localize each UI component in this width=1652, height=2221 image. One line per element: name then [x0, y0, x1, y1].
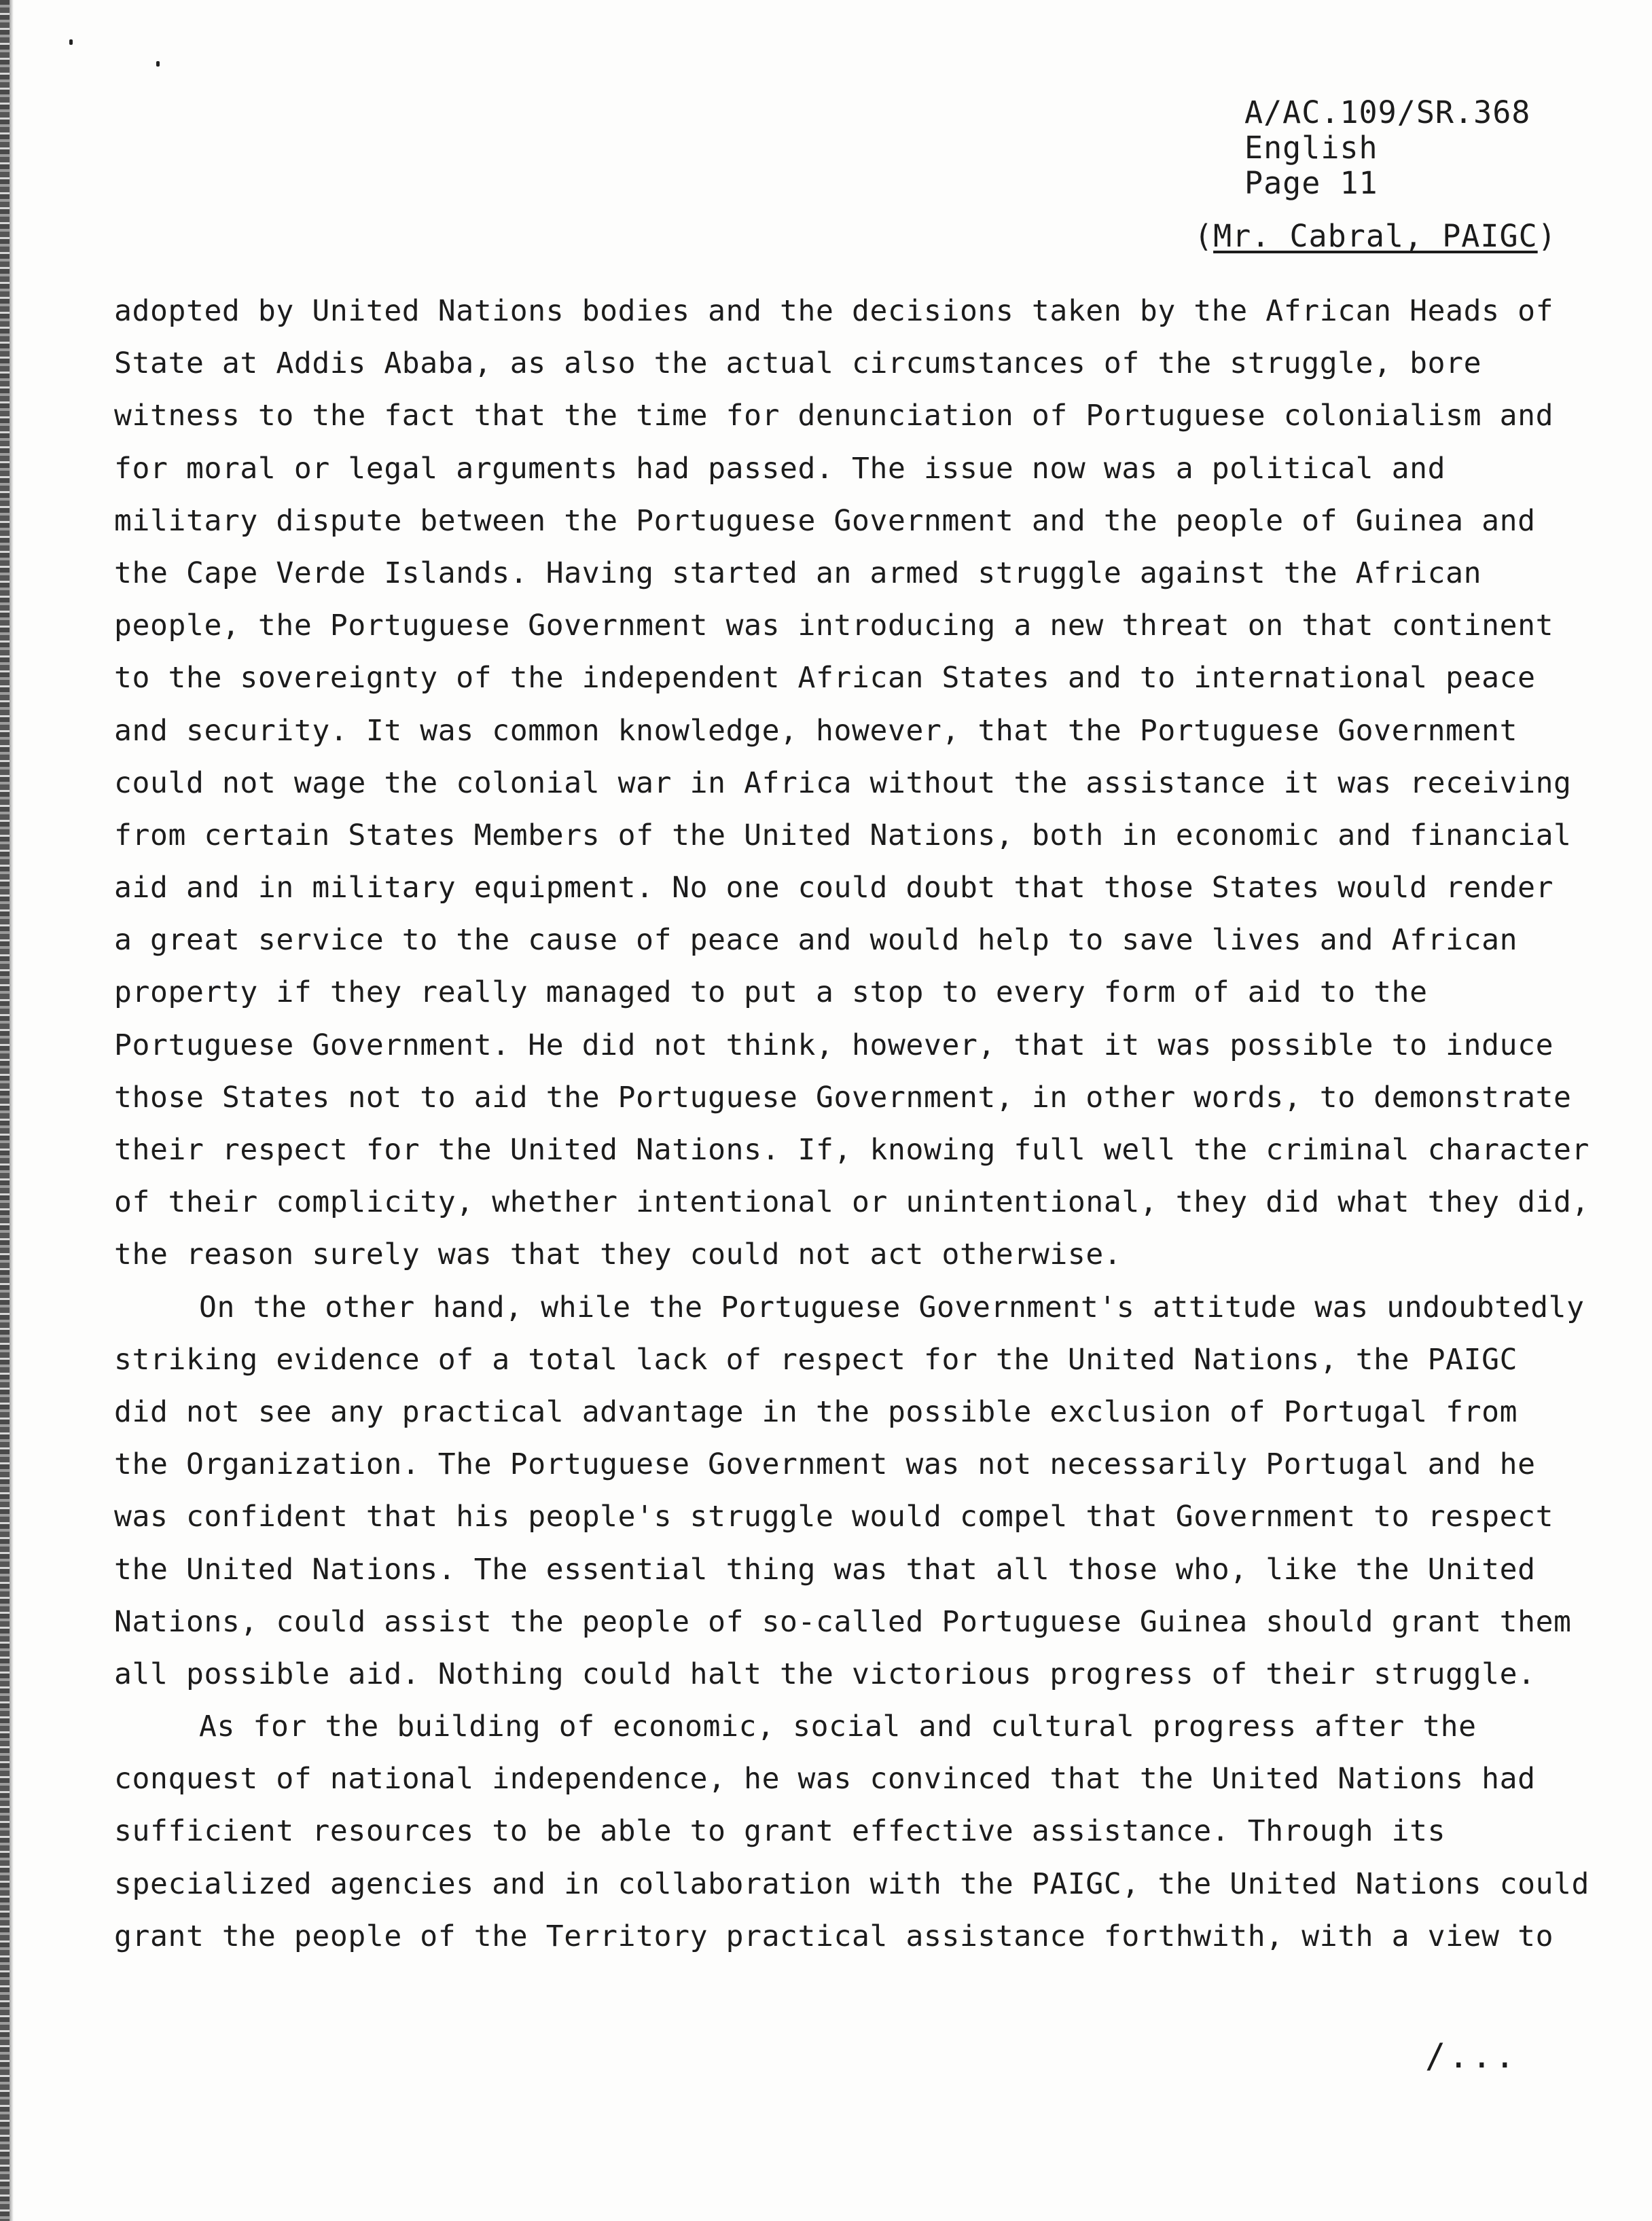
- text-line: property if they really managed to put a stop to every form of aid to the: [114, 975, 1428, 1010]
- page-number: Page 11: [1244, 165, 1378, 201]
- paragraph-start-line: As for the building of economic, social and cultural progress after the: [199, 1710, 1477, 1744]
- text-line: those States not to aid the Portuguese Government, in other words, to demonstrate: [114, 1080, 1572, 1115]
- text-line: did not see any practical advantage in the possible exclusion of Portugal from: [114, 1394, 1518, 1429]
- document-header: [1244, 95, 1530, 201]
- text-line: adopted by United Nations bodies and the decisions taken by the African Heads of: [114, 294, 1554, 328]
- scan-speck: [69, 39, 73, 45]
- body-text: [114, 285, 1590, 1963]
- text-line: military dispute between the Portuguese Government and the people of Guinea and: [114, 503, 1536, 538]
- text-line: a great service to the cause of peace and would help to save lives and African: [114, 923, 1518, 958]
- text-line: Nations, could assist the people of so-called Portuguese Guinea should grant them: [114, 1604, 1572, 1639]
- text-line: was confident that his people's struggle would compel that Government to respect: [114, 1500, 1554, 1534]
- text-line: the Organization. The Portuguese Government was not necessarily Portugal and he: [114, 1447, 1536, 1482]
- speaker-attribution: [1194, 219, 1557, 254]
- text-line: to the sovereignty of the independent African States and to international peace: [114, 661, 1536, 696]
- text-line: the United Nations. The essential thing was that all those who, like the United: [114, 1552, 1536, 1587]
- speaker-close-paren: ): [1537, 218, 1557, 254]
- text-line: the Cape Verde Islands. Having started an armed struggle against the African: [114, 556, 1482, 590]
- scan-speck: [156, 61, 160, 67]
- paragraph-start-line: On the other hand, while the Portuguese Government's attitude was undoubtedly: [199, 1290, 1585, 1324]
- text-line: people, the Portuguese Government was introducing a new threat on that continent: [114, 609, 1554, 643]
- speaker-open-paren: (: [1194, 218, 1214, 254]
- text-line: could not wage the colonial war in Africa without the assistance it was receiving: [114, 765, 1572, 800]
- text-line: Portuguese Government. He did not think, however, that it was possible to induce: [114, 1028, 1554, 1062]
- text-line: from certain States Members of the United Nations, both in economic and financial: [114, 818, 1572, 852]
- text-line: specialized agencies and in collaboration with the PAIGC, the United Nations could: [114, 1866, 1590, 1901]
- text-line: aid and in military equipment. No one could doubt that those States would render: [114, 871, 1554, 905]
- continuation-mark: /...: [1425, 2036, 1518, 2076]
- text-line: witness to the fact that the time for denunciation of Portuguese colonialism and: [114, 399, 1554, 433]
- text-line: sufficient resources to be able to grant effective assistance. Through its: [114, 1814, 1446, 1849]
- text-line: of their complicity, whether intentional or unintentional, they did what they did,: [114, 1185, 1590, 1220]
- text-line: their respect for the United Nations. If, knowing full well the criminal character: [114, 1133, 1590, 1167]
- text-line: and security. It was common knowledge, however, that the Portuguese Government: [114, 713, 1518, 748]
- text-line: the reason surely was that they could not act otherwise.: [114, 1238, 1122, 1272]
- text-line: all possible aid. Nothing could halt the victorious progress of their struggle.: [114, 1657, 1536, 1691]
- text-line: conquest of national independence, he was convinced that the United Nations had: [114, 1762, 1536, 1796]
- text-line: striking evidence of a total lack of respect for the United Nations, the PAIGC: [114, 1342, 1518, 1377]
- document-symbol: A/AC.109/SR.368: [1244, 94, 1531, 130]
- scan-edge-shadow: [0, 0, 10, 2221]
- speaker-name: Mr. Cabral, PAIGC: [1213, 218, 1538, 254]
- scan-edge-gradient: [10, 0, 14, 2221]
- text-line: grant the people of the Territory practical assistance forthwith, with a view to: [114, 1919, 1554, 1953]
- document-language: English: [1244, 130, 1378, 166]
- text-line: for moral or legal arguments had passed. The issue now was a political and: [114, 451, 1446, 486]
- text-line: State at Addis Ababa, as also the actual circumstances of the struggle, bore: [114, 346, 1482, 381]
